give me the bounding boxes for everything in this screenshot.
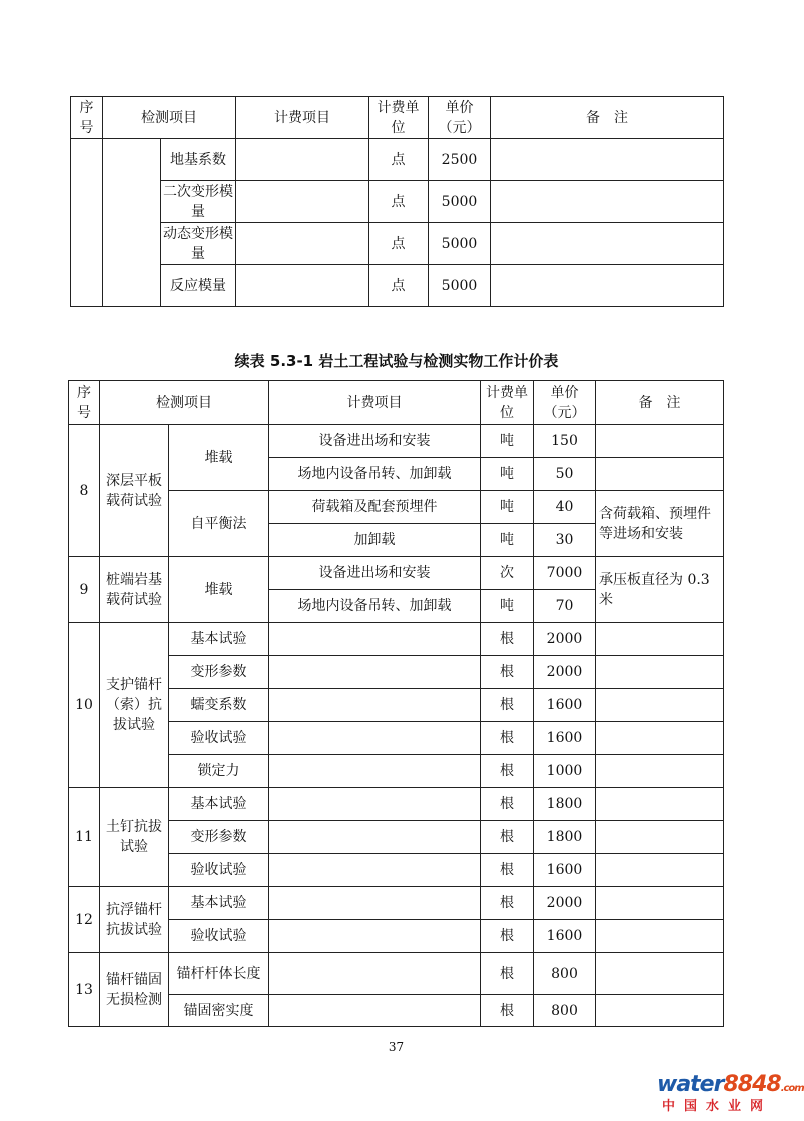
remark-cell — [596, 722, 724, 755]
remark-cell: 承压板直径为 0.3米 — [596, 557, 724, 623]
sub-item: 基本试验 — [169, 887, 269, 920]
fee-cell — [269, 953, 481, 995]
watermark-brand-a: water — [657, 1072, 724, 1097]
remark-cell — [596, 887, 724, 920]
fee-cell — [269, 722, 481, 755]
unit-cell: 根 — [481, 887, 534, 920]
watermark-brand-b: 8848 — [723, 1072, 781, 1097]
sub-item: 锚固密实度 — [169, 995, 269, 1027]
row-number: 10 — [69, 623, 100, 788]
sub-item: 蠕变系数 — [169, 689, 269, 722]
remark-cell — [596, 821, 724, 854]
fee-cell — [269, 755, 481, 788]
header-remark: 备 注 — [491, 97, 724, 139]
price-cell: 2500 — [429, 139, 491, 181]
price-cell: 30 — [534, 524, 596, 557]
watermark-brand — [657, 1072, 804, 1097]
price-cell: 2000 — [534, 887, 596, 920]
header-no: 序号 — [69, 381, 100, 425]
sub-item: 基本试验 — [169, 623, 269, 656]
price-cell: 5000 — [429, 181, 491, 223]
sub-item: 验收试验 — [169, 920, 269, 953]
unit-cell: 点 — [369, 265, 429, 307]
sub-item: 动态变形模量 — [161, 223, 236, 265]
row-number: 8 — [69, 425, 100, 557]
fee-cell — [269, 788, 481, 821]
test-item: 桩端岩基载荷试验 — [100, 557, 169, 623]
sub-item: 验收试验 — [169, 722, 269, 755]
price-cell: 2000 — [534, 623, 596, 656]
sub-item: 反应模量 — [161, 265, 236, 307]
test-item: 锚杆锚固无损检测 — [100, 953, 169, 1027]
fee-cell — [269, 821, 481, 854]
remark-cell — [596, 953, 724, 995]
remark-cell — [596, 995, 724, 1027]
unit-cell: 根 — [481, 920, 534, 953]
sub-item: 验收试验 — [169, 854, 269, 887]
unit-cell: 吨 — [481, 491, 534, 524]
fee-cell: 设备进出场和安装 — [269, 557, 481, 590]
header-price: 单价（元） — [534, 381, 596, 425]
remark-cell — [491, 181, 724, 223]
sub-item: 堆载 — [169, 425, 269, 491]
fee-cell — [269, 995, 481, 1027]
unit-cell: 吨 — [481, 425, 534, 458]
price-cell: 5000 — [429, 223, 491, 265]
unit-cell: 根 — [481, 788, 534, 821]
sub-item: 锁定力 — [169, 755, 269, 788]
unit-cell: 吨 — [481, 458, 534, 491]
price-cell: 1800 — [534, 788, 596, 821]
price-cell: 1600 — [534, 722, 596, 755]
header-unit: 计费单位 — [369, 97, 429, 139]
remark-cell — [491, 223, 724, 265]
price-cell: 7000 — [534, 557, 596, 590]
test-item: 土钉抗拔试验 — [100, 788, 169, 887]
unit-cell: 吨 — [481, 590, 534, 623]
price-cell: 800 — [534, 953, 596, 995]
unit-cell: 根 — [481, 722, 534, 755]
remark-cell — [596, 425, 724, 458]
remark-cell — [596, 623, 724, 656]
sub-item: 堆载 — [169, 557, 269, 623]
test-item: 深层平板载荷试验 — [100, 425, 169, 557]
price-cell: 70 — [534, 590, 596, 623]
remark-cell — [596, 755, 724, 788]
unit-cell: 根 — [481, 755, 534, 788]
fee-cell — [236, 223, 369, 265]
sub-item: 基本试验 — [169, 788, 269, 821]
sub-item: 自平衡法 — [169, 491, 269, 557]
fee-cell — [269, 854, 481, 887]
empty-cell — [71, 139, 103, 307]
price-cell: 1600 — [534, 854, 596, 887]
remark-cell — [596, 656, 724, 689]
header-price: 单价（元） — [429, 97, 491, 139]
fee-cell: 荷载箱及配套预埋件 — [269, 491, 481, 524]
sub-item: 锚杆杆体长度 — [169, 953, 269, 995]
unit-cell: 点 — [369, 181, 429, 223]
unit-cell: 根 — [481, 995, 534, 1027]
sub-item: 地基系数 — [161, 139, 236, 181]
unit-cell: 根 — [481, 953, 534, 995]
unit-cell: 根 — [481, 689, 534, 722]
price-cell: 800 — [534, 995, 596, 1027]
row-number: 9 — [69, 557, 100, 623]
price-cell: 50 — [534, 458, 596, 491]
watermark-brand-c: .com — [780, 1083, 804, 1094]
header-remark: 备 注 — [596, 381, 724, 425]
fee-cell: 设备进出场和安装 — [269, 425, 481, 458]
header-fee-item: 计费项目 — [269, 381, 481, 425]
header-fee-item: 计费项目 — [236, 97, 369, 139]
remark-cell — [596, 854, 724, 887]
fee-cell: 场地内设备吊转、加卸载 — [269, 590, 481, 623]
price-cell: 1600 — [534, 689, 596, 722]
price-cell: 5000 — [429, 265, 491, 307]
fee-cell — [269, 920, 481, 953]
fee-cell — [269, 887, 481, 920]
unit-cell: 根 — [481, 656, 534, 689]
price-cell: 2000 — [534, 656, 596, 689]
page-number: 37 — [388, 1040, 405, 1054]
unit-cell: 点 — [369, 139, 429, 181]
remark-cell — [596, 920, 724, 953]
sub-item: 二次变形模量 — [161, 181, 236, 223]
watermark-cn: 中国水业网 — [661, 1099, 772, 1114]
row-number: 13 — [69, 953, 100, 1027]
watermark-logo — [657, 1072, 804, 1114]
price-cell: 1000 — [534, 755, 596, 788]
fee-cell — [236, 139, 369, 181]
pricing-table — [68, 380, 724, 1027]
fee-cell — [269, 623, 481, 656]
remark-cell: 含荷载箱、预埋件等进场和安装 — [596, 491, 724, 557]
remark-cell — [491, 265, 724, 307]
unit-cell: 次 — [481, 557, 534, 590]
row-number: 12 — [69, 887, 100, 953]
price-cell: 150 — [534, 425, 596, 458]
unit-cell: 根 — [481, 854, 534, 887]
row-number: 11 — [69, 788, 100, 887]
header-no: 序号 — [71, 97, 103, 139]
unit-cell: 吨 — [481, 524, 534, 557]
fee-cell — [269, 689, 481, 722]
header-item: 检测项目 — [103, 97, 236, 139]
test-item: 支护锚杆（索）抗拔试验 — [100, 623, 169, 788]
remark-cell — [596, 689, 724, 722]
remark-cell — [491, 139, 724, 181]
sub-item: 变形参数 — [169, 821, 269, 854]
sub-item: 变形参数 — [169, 656, 269, 689]
price-cell: 1800 — [534, 821, 596, 854]
test-item: 抗浮锚杆抗拔试验 — [100, 887, 169, 953]
fee-cell — [236, 181, 369, 223]
remark-cell — [596, 458, 724, 491]
unit-cell: 根 — [481, 623, 534, 656]
fee-cell: 场地内设备吊转、加卸载 — [269, 458, 481, 491]
empty-cell — [103, 139, 161, 307]
header-unit: 计费单位 — [481, 381, 534, 425]
unit-cell: 根 — [481, 821, 534, 854]
header-item: 检测项目 — [100, 381, 269, 425]
unit-cell: 点 — [369, 223, 429, 265]
fee-cell — [236, 265, 369, 307]
fee-cell — [269, 656, 481, 689]
remark-cell — [596, 788, 724, 821]
fee-cell: 加卸载 — [269, 524, 481, 557]
table-caption: 续表 5.3-1 岩土工程试验与检测实物工作计价表 — [234, 352, 559, 370]
continuation-table — [70, 96, 724, 307]
price-cell: 1600 — [534, 920, 596, 953]
price-cell: 40 — [534, 491, 596, 524]
